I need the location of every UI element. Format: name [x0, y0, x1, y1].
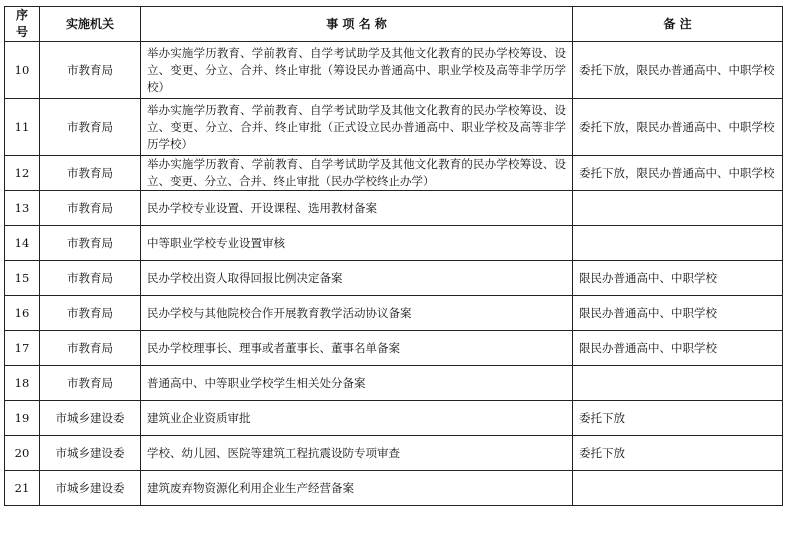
row-item: 举办实施学历教育、学前教育、自学考试助学及其他文化教育的民办学校筹设、设立、变更、分立、合并、终止审批（民办学校终止办学）: [141, 156, 573, 191]
row-note: 委托下放，限民办普通高中、中职学校: [573, 99, 783, 156]
matters-table: [4, 6, 783, 506]
row-note: 委托下放: [573, 401, 783, 436]
row-note: [573, 366, 783, 401]
row-note: 委托下放: [573, 436, 783, 471]
table-row: [5, 226, 783, 261]
table-row: [5, 42, 783, 99]
row-note: 限民办普通高中、中职学校: [573, 331, 783, 366]
row-org: 市教育局: [40, 331, 141, 366]
row-item: 中等职业学校专业设置审核: [141, 226, 573, 261]
table-header-row: [5, 7, 783, 42]
row-item: 建筑业企业资质审批: [141, 401, 573, 436]
row-note: 限民办普通高中、中职学校: [573, 296, 783, 331]
row-number: 16: [5, 296, 40, 331]
row-item: 民办学校理事长、理事或者董事长、董事名单备案: [141, 331, 573, 366]
row-number: 15: [5, 261, 40, 296]
row-note: [573, 226, 783, 261]
row-note: [573, 191, 783, 226]
row-number: 12: [5, 156, 40, 191]
row-org: 市城乡建设委: [40, 401, 141, 436]
row-org: 市教育局: [40, 261, 141, 296]
table-row: [5, 471, 783, 506]
row-org: 市城乡建设委: [40, 436, 141, 471]
row-note: [573, 471, 783, 506]
row-org: 市教育局: [40, 366, 141, 401]
table-row: [5, 99, 783, 156]
row-org: 市城乡建设委: [40, 471, 141, 506]
row-org: 市教育局: [40, 226, 141, 261]
table-row: [5, 331, 783, 366]
row-item: 民办学校出资人取得回报比例决定备案: [141, 261, 573, 296]
row-number: 14: [5, 226, 40, 261]
table-row: [5, 401, 783, 436]
table-row: [5, 366, 783, 401]
row-org: 市教育局: [40, 296, 141, 331]
row-item: 建筑废弃物资源化利用企业生产经营备案: [141, 471, 573, 506]
header-note: 备 注: [573, 7, 783, 42]
header-matter: 事 项 名 称: [141, 7, 573, 42]
table-row: [5, 436, 783, 471]
row-org: 市教育局: [40, 42, 141, 99]
row-note: 限民办普通高中、中职学校: [573, 261, 783, 296]
row-item: 举办实施学历教育、学前教育、自学考试助学及其他文化教育的民办学校筹设、设立、变更、分立、合并、终止审批（正式设立民办普通高中、职业学校及高等非学历学校）: [141, 99, 573, 156]
row-number: 21: [5, 471, 40, 506]
row-number: 20: [5, 436, 40, 471]
row-number: 13: [5, 191, 40, 226]
header-no: 序号: [5, 7, 40, 42]
row-number: 19: [5, 401, 40, 436]
row-note: 委托下放，限民办普通高中、中职学校: [573, 42, 783, 99]
row-note: 委托下放，限民办普通高中、中职学校: [573, 156, 783, 191]
row-number: 10: [5, 42, 40, 99]
table-row: [5, 296, 783, 331]
header-org: 实施机关: [40, 7, 141, 42]
row-item: 学校、幼儿园、医院等建筑工程抗震设防专项审查: [141, 436, 573, 471]
row-org: 市教育局: [40, 191, 141, 226]
row-item: 民办学校与其他院校合作开展教育教学活动协议备案: [141, 296, 573, 331]
row-item: 民办学校专业设置、开设课程、选用教材备案: [141, 191, 573, 226]
table-row: [5, 156, 783, 191]
row-item: 普通高中、中等职业学校学生相关处分备案: [141, 366, 573, 401]
row-org: 市教育局: [40, 156, 141, 191]
row-item: 举办实施学历教育、学前教育、自学考试助学及其他文化教育的民办学校筹设、设立、变更、分立、合并、终止审批（筹设民办普通高中、职业学校及高等非学历学校）: [141, 42, 573, 99]
row-number: 11: [5, 99, 40, 156]
row-number: 17: [5, 331, 40, 366]
table-row: [5, 191, 783, 226]
table-row: [5, 261, 783, 296]
row-org: 市教育局: [40, 99, 141, 156]
row-number: 18: [5, 366, 40, 401]
